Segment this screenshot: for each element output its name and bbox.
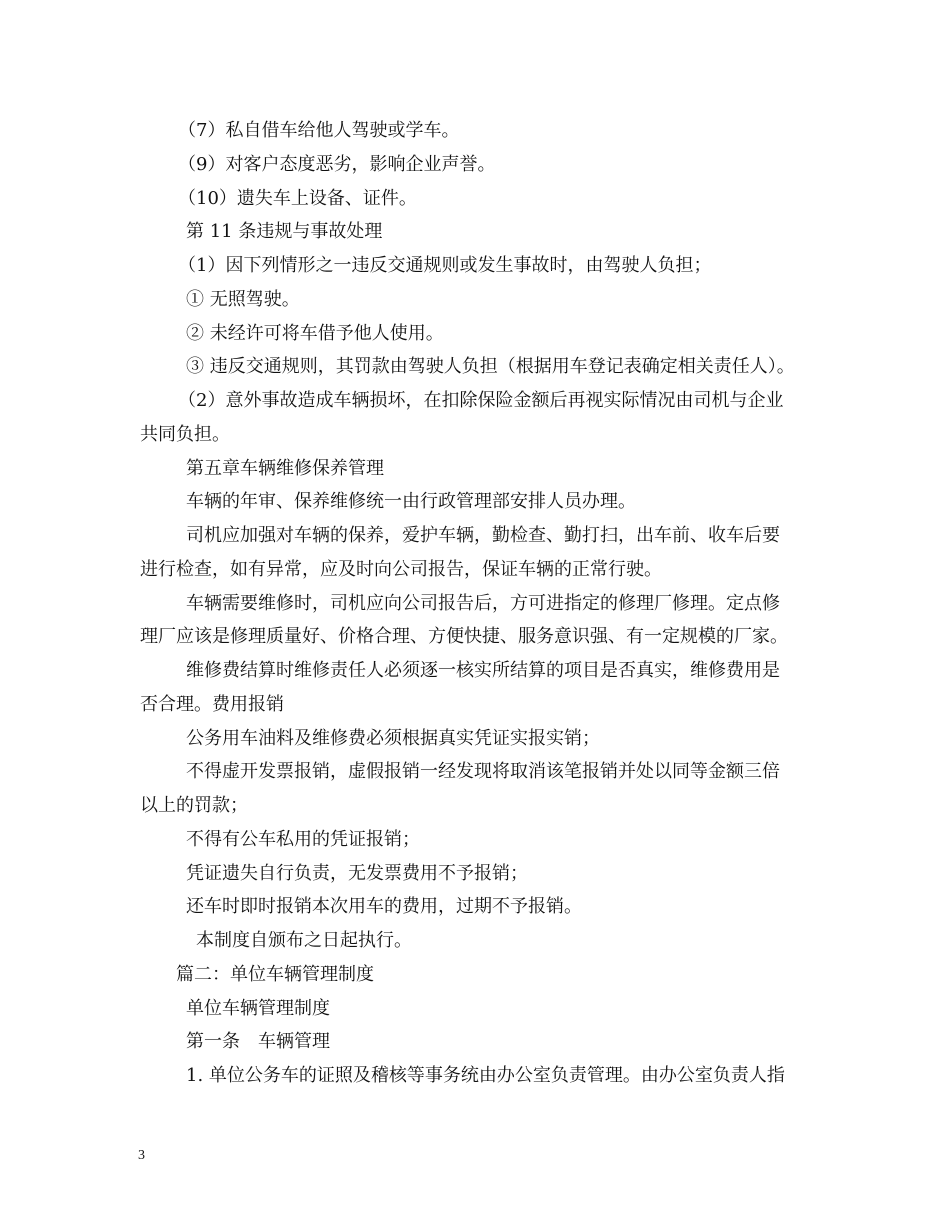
text-line: （2）意外事故造成车辆损坏，在扣除保险金额后再视实际情况由司机与企业 (178, 390, 784, 411)
text-line: 公务用车油料及维修费必须根据真实凭证实报实销； (186, 728, 600, 749)
text-line: 不得有公车私用的凭证报销； (186, 829, 420, 850)
text-line: （7）私自借车给他人驾驶或学车。 (178, 120, 460, 141)
text-line: 单位车辆管理制度 (186, 998, 330, 1019)
article-heading: 第一条 车辆管理 (186, 1031, 330, 1052)
text-line: 否合理。费用报销 (140, 694, 284, 715)
text-line: 司机应加强对车辆的保养，爱护车辆，勤检查、勤打扫，出车前、收车后要 (186, 525, 780, 546)
text-line: 以上的罚款； (140, 795, 248, 816)
text-line: 本制度自颁布之日起执行。 (196, 930, 412, 951)
text-line: 进行检查，如有异常，应及时向公司报告，保证车辆的正常行驶。 (140, 559, 662, 580)
chapter-heading: 第五章车辆维修保养管理 (186, 458, 384, 479)
section-heading: 篇二：单位车辆管理制度 (176, 964, 374, 985)
text-line: 车辆的年审、保养维修统一由行政管理部安排人员办理。 (186, 491, 636, 512)
text-line: 维修费结算时维修责任人必须逐一核实所结算的项目是否真实，维修费用是 (186, 660, 780, 681)
text-line: 车辆需要维修时，司机应向公司报告后，方可进指定的修理厂修理。定点修 (186, 593, 780, 614)
text-line: （1）因下列情形之一违反交通规则或发生事故时，由驾驶人负担； (178, 255, 712, 276)
text-line: （10）遗失车上设备、证件。 (178, 188, 417, 209)
text-line: 共同负担。 (140, 424, 230, 445)
text-line: （9）对客户态度恶劣，影响企业声誉。 (178, 154, 496, 175)
text-line: 理厂应该是修理质量好、价格合理、方便快捷、服务意识强、有一定规模的厂家。 (140, 626, 788, 647)
text-line: ① 无照驾驶。 (186, 289, 300, 310)
text-line: 不得虚开发票报销，虚假报销一经发现将取消该笔报销并处以同等金额三倍 (186, 761, 780, 782)
text-line: ③ 违反交通规则，其罚款由驾驶人负担（根据用车登记表确定相关责任人）。 (186, 356, 795, 377)
text-line: 1. 单位公务车的证照及稽核等事务统由办公室负责管理。由办公室负责人指 (186, 1065, 785, 1086)
text-line: ② 未经许可将车借予他人使用。 (186, 323, 444, 344)
article-heading: 第 11 条违规与事故处理 (186, 221, 383, 242)
text-line: 还车时即时报销本次用车的费用，过期不予报销。 (186, 896, 582, 917)
page-number: 3 (138, 1148, 145, 1163)
text-line: 凭证遗失自行负责，无发票费用不予报销； (186, 863, 528, 884)
